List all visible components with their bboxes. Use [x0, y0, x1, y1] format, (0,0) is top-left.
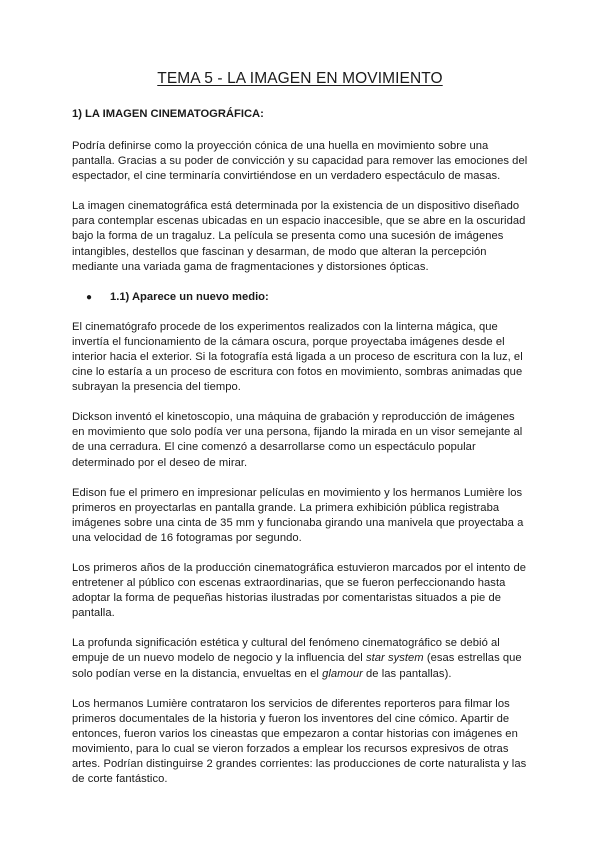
paragraph-edison: Edison fue el primero en impresionar películas en movimiento y los hermanos Lumière los primeros en proyectarlas en pantalla grande. La primera exhibición pública registraba imágenes sobre una cinta de 35 mm y funcionaba girando una manivela que proyectaba a una velocidad de 16 fotogramas por segundo. [72, 486, 524, 544]
paragraph-star-system [72, 636, 528, 681]
page-title: TEMA 5 - LA IMAGEN EN MOVIMIENTO [157, 70, 443, 87]
text-segment: (esas estrellas que solo podían verse en la distancia, envueltas en el [72, 652, 522, 680]
subsection-heading [72, 290, 528, 305]
text-segment: de las pantallas). [362, 667, 452, 680]
text-segment: La profunda significación estética y cultural del fenómeno cinematográfico se debió al empuje de un nuevo modelo de negocio y la influencia del [72, 637, 500, 665]
paragraph-definition: Podría definirse como la proyección cónica de una huella en movimiento sobre una pantalla. Gracias a su poder de convicción y su capacidad para remover las emociones del espectador, el cine terminaría convirtiéndose en un verdadero espectáculo de masas. [72, 140, 528, 183]
paragraph-dickson: Dickson inventó el kinetoscopio, una máquina de grabación y reproducción de imágenes en movimiento que solo podía ver una persona, fijando la mirada en un visor semejante al de una cerradura. El cine comenzó a desarrollarse como un espectáculo popular determinado por el deseo de mirar. [72, 411, 523, 469]
section-heading: 1) LA IMAGEN CINEMATOGRÁFICA: [72, 108, 264, 120]
italic-term-star-system: star system [365, 652, 424, 665]
paragraph-lumiere: Los hermanos Lumière contrataron los servicios de diferentes reporteros para filmar los primeros documentales de la historia y fueron los inventores del cine cómico. Apartir de entonces, fueron varios los cineastas que empezaron a contar historias con imágenes en movimiento, para lo cual se vieron forzados a emplear los recursos expresivos de otras artes. Podrían distinguirse 2 grandes corrientes: las producciones de corte naturalista y las de corte fantástico. [72, 697, 527, 786]
bullet-icon: ● [86, 291, 93, 303]
italic-term-glamour: glamour [322, 667, 363, 680]
document-page [72, 70, 528, 802]
paragraph-early-years: Los primeros años de la producción cinematográfica estuvieron marcados por el intento de entretener al público con escenas extraordinarias, que se fueron perfeccionando hasta adoptar la forma de pequeñas historias ilustradas por comentaristas situados a pie de pantalla. [72, 561, 527, 620]
paragraph-cinematograph: El cinematógrafo procede de los experimentos realizados con la linterna mágica, que invertía el funcionamiento de la cámara oscura, porque proyectaba imágenes desde el interior hacia el exterior. Si la fotografía está ligada a un proceso de escritura con la luz, el cine lo estaría a un proceso de escritura con fotos en movimiento, sombras animadas que subrayan la presencia del tiempo. [72, 320, 523, 394]
paragraph-cinematic-image: La imagen cinematográfica está determinada por la existencia de un dispositivo diseñado para contemplar escenas ubicadas en un espacio inaccesible, que se abre en la oscuridad bajo la forma de un tragaluz. La película se presenta como una sucesión de imágenes intangibles, destellos que fascinan y desarman, de modo que alteran la percepción mediante una variada gama de fragmentaciones y distorsiones ópticas. [72, 200, 526, 273]
subsection-heading-label: 1.1) Aparece un nuevo medio: [110, 290, 269, 303]
